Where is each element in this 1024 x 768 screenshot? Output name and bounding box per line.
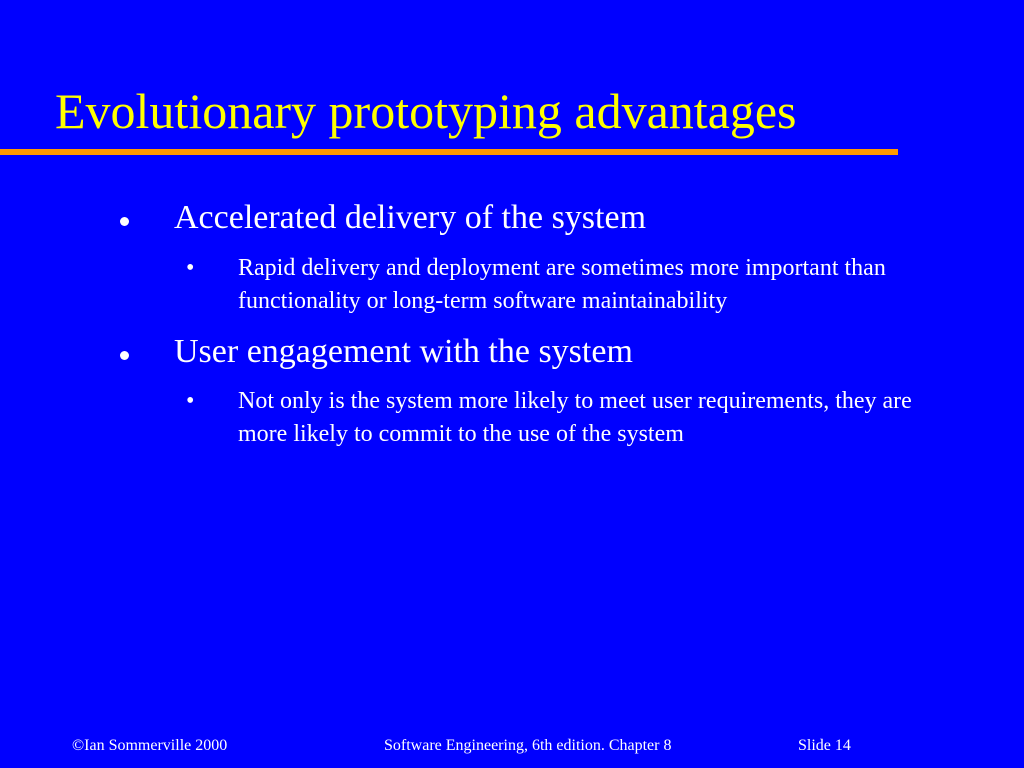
sub-bullet-text: Not only is the system more likely to meet user requirements, they are more likely to commit to the use of the system [238, 388, 912, 447]
sub-bullet-dot-icon: • [186, 255, 195, 281]
slide-title: Evolutionary prototyping advantages [55, 83, 797, 139]
sub-bullet-dot-icon: • [186, 388, 195, 414]
bullet-text: User engagement with the system [174, 333, 633, 370]
sub-bullet-text: Rapid delivery and deployment are sometimes more important than functionality or long-term software maintainability [238, 255, 886, 314]
footer-book: Software Engineering, 6th edition. Chapter 8 [384, 737, 672, 754]
bullet-text: Accelerated delivery of the system [174, 199, 647, 236]
footer-slide-number: Slide 14 [798, 737, 851, 754]
bullet-dot-icon [120, 351, 129, 360]
bullet-dot-icon [120, 217, 129, 226]
title-underline [0, 149, 898, 155]
footer-copyright: ©Ian Sommerville 2000 [72, 737, 228, 754]
